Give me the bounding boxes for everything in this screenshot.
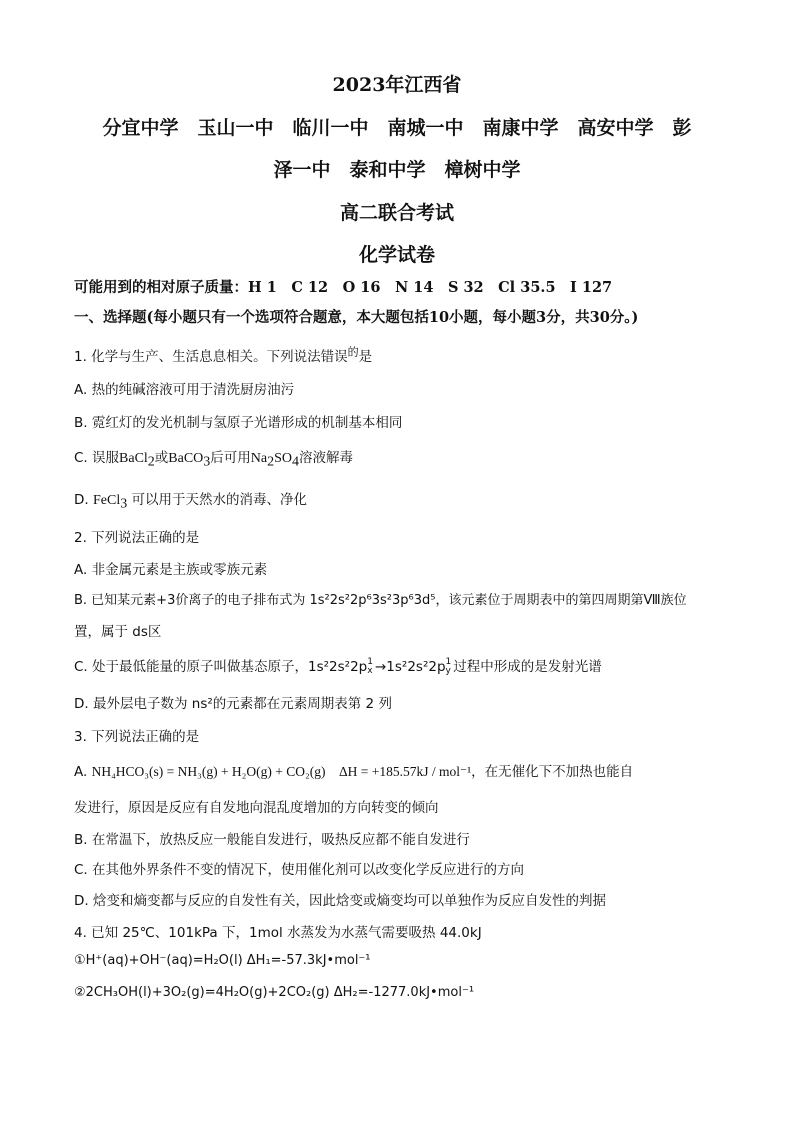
q1-stem-sup: 的 xyxy=(347,345,359,359)
q1-stem xyxy=(74,345,372,365)
q3-a-pre: A. xyxy=(74,764,92,780)
q3-option-d: D. 焓变和熵变都与反应的自发性有关，因此焓变或熵变均可以单独作为反应自发性的判据 xyxy=(74,893,606,909)
q2-c-py-sub: y xyxy=(445,666,451,676)
q4-stem: 4. 已知 25℃、101kPa 下，1mol 水蒸发为水蒸气需要吸热 44.0kJ xyxy=(74,925,482,941)
q1-d-pre: D. xyxy=(74,492,93,508)
q4-reaction-2: ②2CH₃OH(l)+3O₂(g)=4H₂O(g)+2CO₂(g) ΔH₂=-1277.0kJ•mol⁻¹ xyxy=(74,985,475,1000)
q1-stem-text: 1. 化学与生产、生活息息相关。下列说法错误 xyxy=(74,349,348,365)
section-heading: 一、选择题(每小题只有一个选项符合题意，本大题包括10小题，每小题3分，共30分。) xyxy=(74,309,639,326)
title-exam: 高二联合考试 xyxy=(339,202,454,224)
q1-d-fecl-sub: 3 xyxy=(120,496,128,512)
q1-d-end: 可以用于天然水的消毒、净化 xyxy=(127,492,308,508)
q1-c-or: 或 xyxy=(154,450,169,466)
q1-c-end: 溶液解毒 xyxy=(299,450,354,466)
q2-option-b-line1: B. 已知某元素+3价离子的电子排布式为 1s²2s²2p⁶3s²3p⁶3d⁵，该元素位于周期表中的第四周期第Ⅷ族位 xyxy=(74,593,687,608)
q1-c-baco-sub: 3 xyxy=(203,454,211,470)
q1-c-so-sub: 4 xyxy=(292,454,300,470)
q1-c-bacl-sub: 2 xyxy=(147,454,155,470)
title-schools-line1: 分宜中学 玉山一中 临川一中 南城一中 南康中学 高安中学 彭 xyxy=(102,117,692,139)
q3-option-b: B. 在常温下，放热反应一般能自发进行，吸热反应都不能自发进行 xyxy=(74,832,470,848)
q1-option-b: B. 霓红灯的发光机制与氢原子光谱形成的机制基本相同 xyxy=(74,415,403,431)
q2-c-py xyxy=(446,658,452,676)
q1-option-a: A. 热的纯碱溶液可用于清洗厨房油污 xyxy=(74,382,295,398)
q3-stem: 3. 下列说法正确的是 xyxy=(74,729,200,745)
q1-c-pre: C. 误服 xyxy=(74,450,120,466)
title-subject: 化学试卷 xyxy=(358,244,435,266)
q2-c-px-sub: x xyxy=(367,666,373,676)
q3-option-a-line2: 发进行，原因是反应有自发地向混乱度增加的方向转变的倾向 xyxy=(74,800,439,816)
q2-option-c xyxy=(74,655,602,676)
q3-option-c: C. 在其他外界条件不变的情况下，使用催化剂可以改变化学反应进行的方向 xyxy=(74,862,525,878)
atomic-masses: 可能用到的相对原子质量：H 1 C 12 O 16 N 14 S 32 Cl 35.5 I 127 xyxy=(74,279,613,296)
q1-c-na-sub: 2 xyxy=(267,454,275,470)
q2-c-end: 过程中形成的是发射光谱 xyxy=(453,659,602,675)
q4-reaction-1: ①H⁺(aq)+OH⁻(aq)=H₂O(l) ΔH₁=-57.3kJ•mol⁻¹ xyxy=(74,953,371,968)
q1-c-na: Na xyxy=(250,451,268,466)
q1-d-fecl: FeCl xyxy=(92,493,121,508)
q3-a-equation: NH₄HCO₃(s) = NH₃(g) + H₂O(g) + CO₂(g) ΔH = +185.57kJ / mol⁻¹ xyxy=(91,764,472,779)
title-schools-line2: 泽一中 泰和中学 樟树中学 xyxy=(273,159,521,181)
q2-c-pre: C. 处于最低能量的原子叫做基态原子，1s²2s²2p xyxy=(74,659,368,675)
q1-option-c xyxy=(74,446,354,470)
q3-option-a xyxy=(74,760,633,780)
q1-option-d xyxy=(74,488,308,512)
q2-option-a: A. 非金属元素是主族或零族元素 xyxy=(74,562,268,578)
q3-a-end: ，在无催化下不加热也能自 xyxy=(471,764,634,780)
title-province: 2023年江西省 xyxy=(332,74,462,96)
q2-c-arrow: →1s²2s²2p xyxy=(374,659,446,675)
q2-option-d: D. 最外层电子数为 ns²的元素都在元素周期表第 2 列 xyxy=(74,696,392,712)
q1-c-mid: 后可用 xyxy=(210,450,251,466)
q2-c-py-sup: 1 xyxy=(445,657,452,667)
q1-c-bacl: BaCl xyxy=(119,451,148,466)
q1-stem-end: 是 xyxy=(358,349,373,365)
q2-option-b-line2: 置，属于 ds区 xyxy=(74,624,162,640)
q2-c-px-sup: 1 xyxy=(367,657,373,667)
q1-c-baco: BaCO xyxy=(168,451,204,466)
q1-c-so: SO xyxy=(274,451,293,466)
q2-stem: 2. 下列说法正确的是 xyxy=(74,530,200,546)
q2-c-px xyxy=(367,658,373,676)
